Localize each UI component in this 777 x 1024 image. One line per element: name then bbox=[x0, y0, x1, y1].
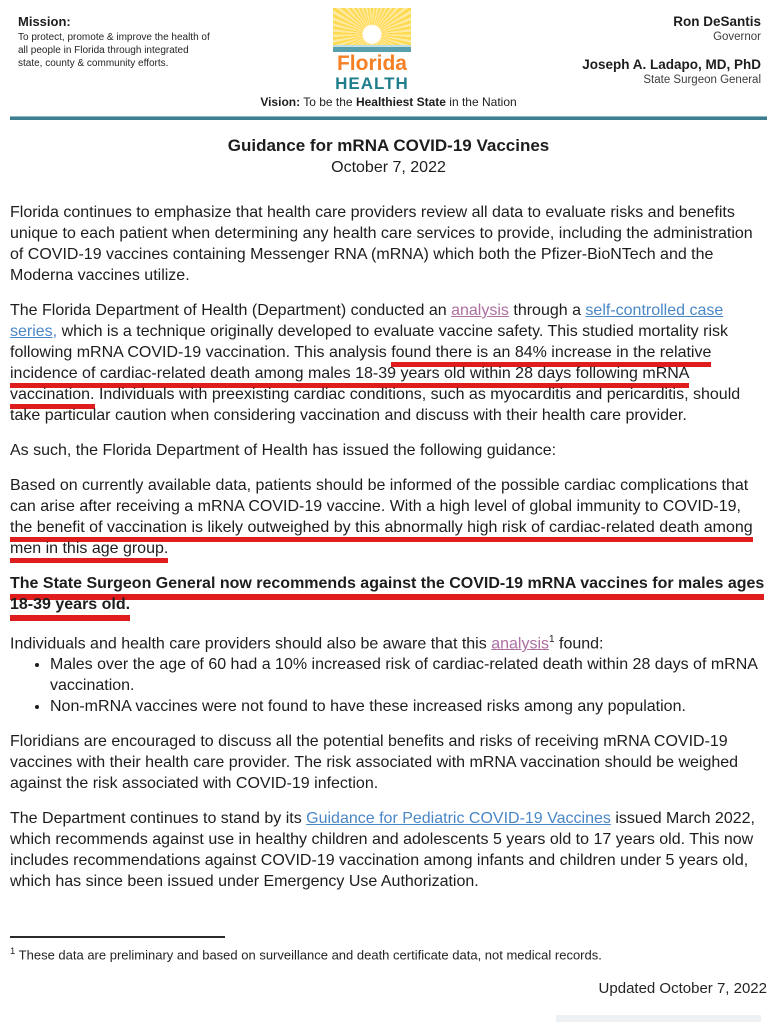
p8-run-0: The Department continues to stand by its bbox=[10, 810, 307, 828]
self-controlled-case-series-link[interactable]: self-controlled case series, bbox=[10, 302, 724, 340]
wave-icon bbox=[333, 45, 411, 52]
letterhead bbox=[0, 0, 777, 92]
analysis-link-2[interactable]: analysis bbox=[491, 635, 549, 653]
paragraph-recommendation bbox=[10, 573, 767, 615]
footnote-marker: 1 bbox=[10, 946, 16, 957]
paragraph-floridians: Floridians are encouraged to discuss all the potential benefits and risks of receiving mRNA COVID-19 vaccines with their health care provider. The risk associated with mRNA vaccination should be weighed against the risk associated with COVID-19 infection. bbox=[10, 733, 739, 793]
governor-title: Governor bbox=[713, 31, 761, 43]
document-title: Guidance for mRNA COVID-19 Vaccines bbox=[227, 136, 550, 155]
red-underline-annotation-84-percent: found there is an 84% increase in the relative incidence of cardiac-related death among males 18-39 years old within 28 days following mRNA vaccination. bbox=[10, 344, 711, 409]
list-item-non-mrna: • Non-mRNA vaccines were not found to have these increased risks among any population. bbox=[50, 696, 767, 717]
red-underline-annotation-benefit: the benefit of vaccination is likely outweighed by this abnormally high risk of cardiac-related death among men in this age group. bbox=[10, 519, 753, 563]
footnote-text bbox=[10, 946, 767, 962]
page-bottom bbox=[10, 936, 767, 997]
p2-run-1: through a bbox=[508, 302, 586, 319]
p4-run-0: Based on currently available data, patients should be informed of the possible cardiac complications that can arise after receiving a mRNA COVID-19 vaccine. With a high level of global immunity to COVID-19, bbox=[10, 477, 749, 515]
mission-text: To protect, promote & improve the health of all people in Florida through integrated state, county & community efforts. bbox=[18, 32, 210, 69]
surgeon-general-title: State Surgeon General bbox=[643, 74, 761, 86]
paragraph-intro: Florida continues to emphasize that health care providers review all data to evaluate risks and benefits unique to each patient when determining any health care services to provide, including the administration of COVID-19 vaccines containing Messenger RNA (mRNA) which both the Pfizer-BioNTech and the Moderna vaccines utilize. bbox=[10, 204, 753, 284]
vision-label: Vision: bbox=[260, 95, 301, 109]
paragraph-as-such: As such, the Florida Department of Health has issued the following guidance: bbox=[10, 442, 557, 459]
p2-run-2: which is a technique originally developed to evaluate vaccine safety. This studied mortality risk following mRNA COVID-19 vaccination. This analysis bbox=[10, 323, 728, 361]
p2-run-0: The Florida Department of Health (Department) conducted an bbox=[10, 302, 452, 319]
mission-block bbox=[12, 8, 218, 92]
florida-health-logo bbox=[218, 8, 526, 92]
surgeon-general-name: Joseph A. Ladapo, MD, PhD bbox=[582, 57, 761, 72]
document-date: October 7, 2022 bbox=[331, 159, 446, 176]
updated-date: Updated October 7, 2022 bbox=[598, 980, 767, 998]
analysis-link[interactable]: analysis bbox=[451, 302, 509, 319]
list-item-males-over-60: • Males over the age of 60 had a 10% increased risk of cardiac-related death within 28 days of mRNA vaccination. bbox=[50, 654, 767, 696]
vision-text-post: in the Nation bbox=[445, 95, 517, 109]
scan-artifact bbox=[556, 1015, 761, 1022]
paragraph-guidance bbox=[10, 475, 767, 559]
findings-list bbox=[10, 654, 767, 717]
sun-rays-icon bbox=[333, 8, 411, 52]
red-underline-annotation-recommendation: The State Surgeon General now recommends against the COVID-19 mRNA vaccines for males ages 18-39 years old. bbox=[10, 575, 764, 621]
paragraph-aware bbox=[10, 629, 767, 654]
logo-health-text: HEALTH bbox=[335, 74, 409, 93]
p2-run-3: Individuals with preexisting cardiac conditions, such as myocarditis and pericarditis, should take particular caution when considering vaccination and discuss with their health care provider. bbox=[10, 386, 741, 424]
p8-run-1: issued March 2022, which recommends against use in healthy children and adolescents 5 years old to 17 years old. This now includes recommendations against COVID-19 vaccination among infants and children under 5 years old, which has since been issued under Emergency Use Authorization. bbox=[10, 810, 755, 891]
paragraph-pediatric bbox=[10, 808, 767, 892]
p6-run-0: Individuals and health care providers should also be aware that this bbox=[10, 635, 492, 653]
footnote-reference: 1 bbox=[549, 634, 555, 645]
p6-run-1: found: bbox=[554, 635, 604, 653]
officials-block bbox=[526, 8, 765, 92]
mission-label: Mission: bbox=[18, 14, 71, 29]
vision-text-bold: Healthiest State bbox=[355, 95, 446, 109]
vision-statement bbox=[0, 95, 777, 109]
paragraph-analysis bbox=[10, 300, 767, 426]
footnote-body: These data are preliminary and based on surveillance and death certificate data, not medical records. bbox=[15, 947, 602, 963]
teal-divider-rule bbox=[10, 116, 767, 120]
footnote-separator-rule bbox=[10, 936, 225, 938]
logo-florida-text: Florida bbox=[336, 52, 407, 75]
governor-name: Ron DeSantis bbox=[673, 14, 761, 29]
vision-text-pre: To be the bbox=[300, 95, 356, 109]
surgeon-general-block bbox=[526, 57, 761, 87]
pediatric-guidance-link[interactable]: Guidance for Pediatric COVID-19 Vaccines bbox=[306, 810, 611, 828]
governor-block bbox=[526, 14, 761, 44]
